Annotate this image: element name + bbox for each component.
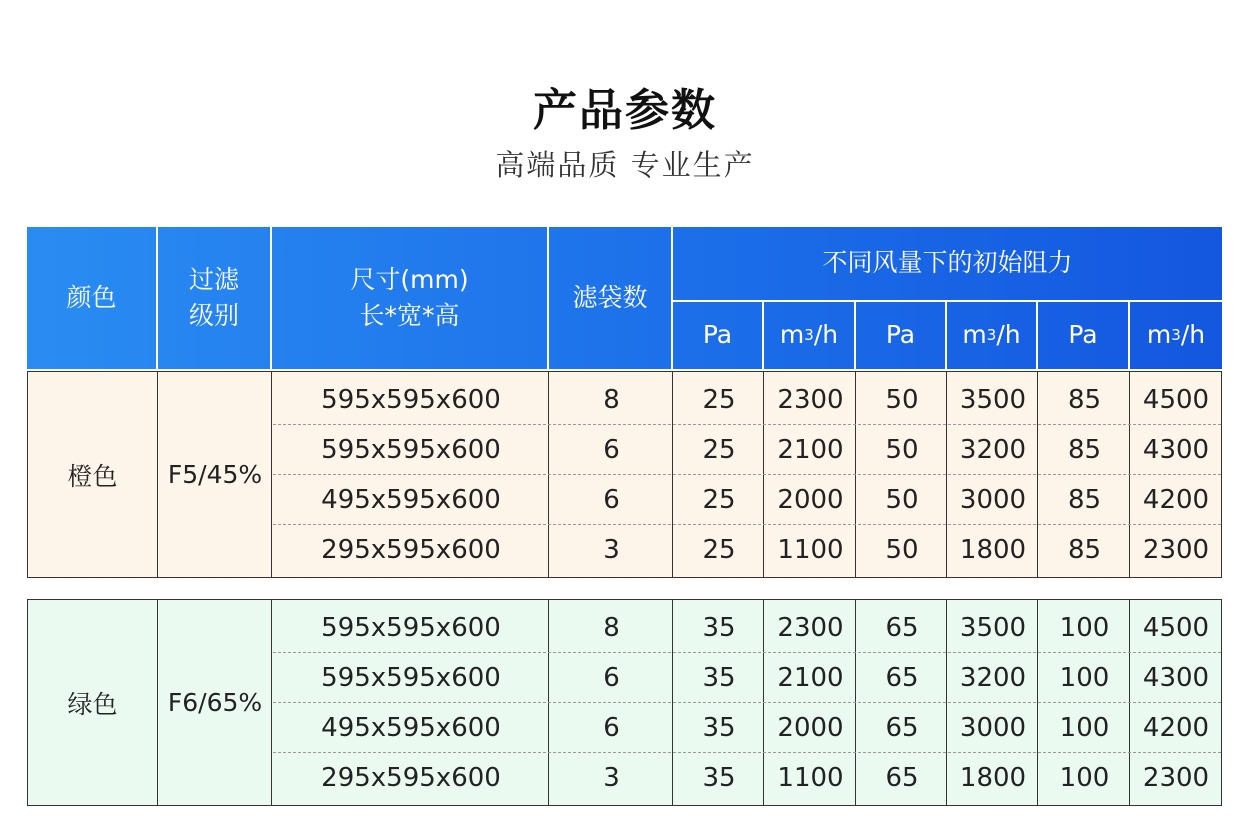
cell-flow1: 1100 [777, 535, 844, 565]
header-color: 颜色 [66, 282, 117, 312]
grade-cell: F6/65% [167, 688, 263, 717]
cell-pa3: 100 [1059, 763, 1110, 793]
cell-bags: 8 [603, 613, 620, 643]
color-cell: 绿色 [67, 689, 118, 719]
cell-size: 295x595x600 [321, 535, 501, 565]
cell-pa3: 85 [1067, 385, 1102, 415]
header-sub-pa: Pa [885, 320, 916, 350]
cell-pa1: 25 [702, 385, 736, 415]
cell-pa1: 25 [702, 435, 736, 465]
header-size-line1: 尺寸(mm) [350, 264, 469, 294]
header-sub-pa: Pa [702, 320, 733, 350]
cell-pa3: 100 [1059, 613, 1110, 643]
cell-size: 595x595x600 [321, 613, 501, 643]
cell-size: 295x595x600 [321, 763, 501, 793]
cell-flow1: 2000 [777, 485, 844, 515]
cell-size: 595x595x600 [321, 435, 501, 465]
page-subtitle: 高端品质 专业生产 [495, 148, 755, 182]
cell-flow1: 2000 [777, 713, 844, 743]
cell-pa1: 35 [702, 763, 736, 793]
header-size [272, 227, 547, 369]
cell-pa1: 35 [702, 663, 736, 693]
cell-pa3: 85 [1067, 535, 1102, 565]
cell-size: 495x595x600 [321, 713, 501, 743]
cell-flow1: 2300 [777, 385, 844, 415]
header-sub-pa: Pa [1068, 320, 1098, 350]
cell-size: 595x595x600 [321, 385, 501, 415]
cell-size: 595x595x600 [321, 663, 501, 693]
cell-pa2: 50 [885, 485, 919, 515]
cell-pa1: 25 [702, 485, 736, 515]
cell-pa2: 50 [885, 435, 919, 465]
cell-flow2: 3200 [959, 435, 1027, 465]
cell-flow2: 3200 [959, 663, 1027, 693]
cell-bags: 6 [603, 663, 620, 693]
header-grade-line1: 过滤 [188, 264, 239, 294]
grade-cell: F5/45% [167, 460, 263, 489]
header-resistance: 不同风量下的初始阻力 [822, 248, 1073, 278]
cell-pa1: 35 [702, 613, 736, 643]
header-sub-flow: m 3 /h [1146, 320, 1206, 350]
cell-bags: 3 [603, 535, 620, 565]
cell-bags: 8 [603, 385, 620, 415]
cell-flow2: 3500 [959, 385, 1027, 415]
cell-pa2: 65 [885, 713, 919, 743]
cell-flow1: 2100 [777, 435, 844, 465]
cell-bags: 6 [603, 713, 620, 743]
cell-flow1: 1100 [777, 763, 844, 793]
cell-pa2: 50 [885, 385, 919, 415]
cell-flow2: 3500 [959, 613, 1027, 643]
cell-pa2: 50 [885, 535, 919, 565]
color-cell: 橙色 [67, 461, 118, 491]
cell-flow1: 2300 [777, 613, 844, 643]
cell-pa3: 100 [1059, 663, 1110, 693]
cell-pa2: 65 [885, 663, 919, 693]
cell-flow3: 2300 [1142, 763, 1210, 793]
header-size-line2: 长*宽*高 [359, 301, 460, 330]
group-orange [27, 371, 1222, 578]
header-bags: 滤袋数 [572, 282, 648, 312]
header-grade [158, 227, 270, 369]
cell-pa3: 85 [1067, 435, 1102, 465]
cell-flow3: 4200 [1142, 485, 1210, 515]
cell-pa3: 85 [1067, 485, 1102, 515]
cell-flow2: 3000 [959, 713, 1027, 743]
cell-flow3: 4500 [1142, 385, 1210, 415]
cell-pa1: 25 [702, 535, 736, 565]
cell-flow3: 4500 [1142, 613, 1210, 643]
header-sub-flow: m 3 /h [779, 320, 839, 350]
table-header [27, 227, 1222, 369]
cell-flow3: 4300 [1142, 435, 1210, 465]
cell-pa2: 65 [885, 613, 919, 643]
cell-bags: 3 [603, 763, 620, 793]
header-grade-line2: 级别 [188, 301, 239, 330]
cell-flow3: 4300 [1142, 663, 1210, 693]
cell-pa1: 35 [702, 713, 736, 743]
cell-bags: 6 [603, 435, 620, 465]
cell-pa2: 65 [885, 763, 919, 793]
group-green [27, 599, 1222, 806]
cell-bags: 6 [603, 485, 620, 515]
page-title: 产品参数 [533, 85, 717, 136]
cell-flow3: 2300 [1142, 535, 1210, 565]
cell-flow3: 4200 [1142, 713, 1210, 743]
cell-size: 495x595x600 [321, 485, 501, 515]
cell-pa3: 100 [1059, 713, 1110, 743]
header-sub-flow: m 3 /h [962, 320, 1021, 350]
cell-flow2: 1800 [959, 763, 1027, 793]
cell-flow2: 1800 [959, 535, 1027, 565]
cell-flow1: 2100 [777, 663, 844, 693]
cell-flow2: 3000 [959, 485, 1027, 515]
